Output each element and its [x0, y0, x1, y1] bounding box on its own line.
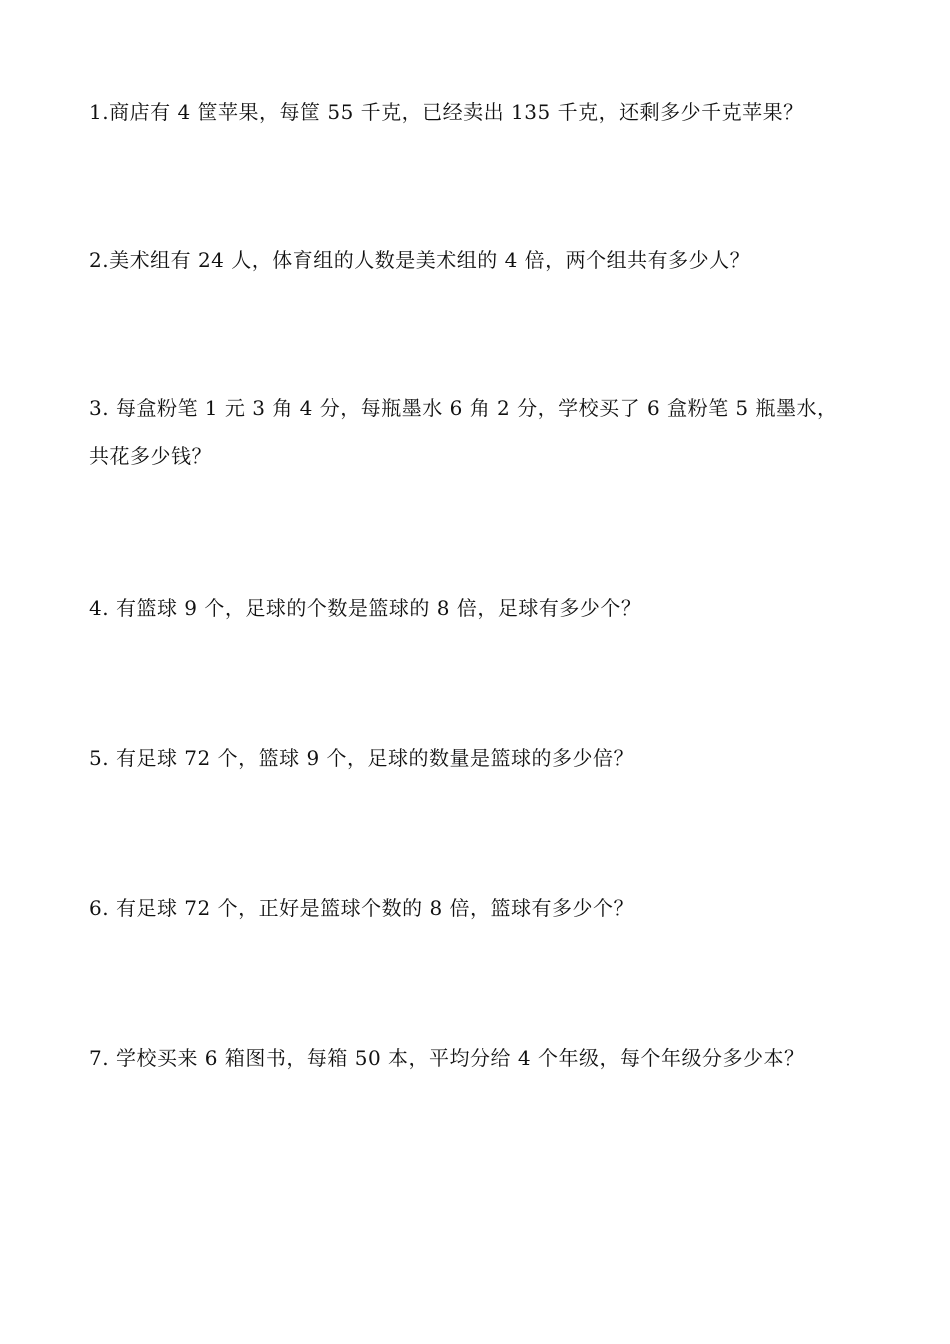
problem-3-text-line-1: 3. 每盒粉笔 1 元 3 角 4 分，每瓶墨水 6 角 2 分，学校买了 6 盒粉笔 5 瓶墨水， — [89, 396, 838, 420]
problem-7-text: 7. 学校买来 6 箱图书，每箱 50 本，平均分给 4 个年级，每个年级分多少本？ — [89, 1046, 805, 1070]
problem-5 — [89, 734, 869, 782]
problem-3-text-line-2: 共花多少钱？ — [89, 444, 212, 468]
problem-4-text: 4. 有篮球 9 个，足球的个数是篮球的 8 倍，足球有多少个？ — [89, 596, 642, 620]
problem-1-text: 1.商店有 4 筐苹果，每筐 55 千克，已经卖出 135 千克，还剩多少千克苹果？ — [89, 100, 804, 124]
problem-6 — [89, 884, 869, 932]
problem-6-text: 6. 有足球 72 个，正好是篮球个数的 8 倍，篮球有多少个？ — [89, 896, 635, 920]
problem-1 — [89, 88, 869, 136]
problem-5-text: 5. 有足球 72 个，篮球 9 个，足球的数量是篮球的多少倍？ — [89, 746, 635, 770]
problem-3 — [89, 384, 869, 480]
problem-4 — [89, 584, 869, 632]
problem-2-text: 2.美术组有 24 人，体育组的人数是美术组的 4 倍，两个组共有多少人？ — [89, 248, 751, 272]
problem-2 — [89, 236, 869, 284]
problem-7 — [89, 1034, 869, 1082]
